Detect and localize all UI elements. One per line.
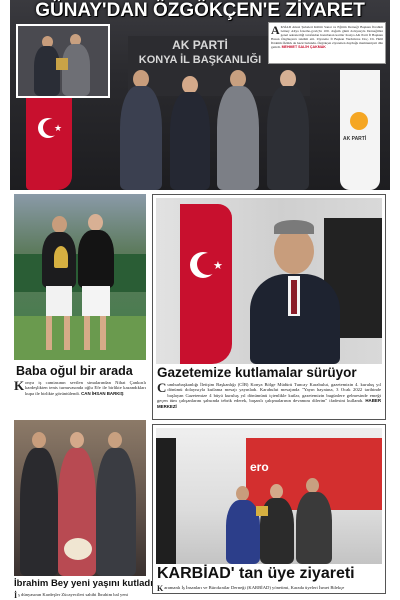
top-story-byline: MEHMET SALİH ÇAKMAK (281, 45, 326, 49)
story-father-son (14, 194, 146, 410)
father-son-headline: Baba oğul bir arada (16, 364, 133, 378)
story-congrats (152, 194, 386, 420)
dropcap: K (157, 584, 164, 593)
party-flag-text: AK PARTİ (343, 136, 367, 142)
top-story-headline: GÜNAY'DAN ÖZGÖKÇEN'E ZİYARET (35, 0, 365, 21)
story-birthday (14, 420, 153, 600)
birthday-photo (14, 420, 146, 576)
banner-line-1: AK PARTİ (172, 38, 228, 52)
congrats-body: umhurbaşkanlığı İletişim Başkanlığı (CİB) Konya Bölge Müdürü Tuncay Karabulut, gazetemizin 4. kuruluş yıl dönümü dolayısıyla kutlama mesajı yayınladı. Karabulut mesajında "Yayın hayatına, 3 Ocak 2022 tarihinde başlayan Gazetemize 4 büyü kuruluş yıl dönümünü içtenlikle kutlar, gazetemizin bugünlere gelmesinde emeği geçen tüm çalışanlarını şahsında tebrik ederek, başarılı çalışmalarının devamını dilerim" ifadesini kullandı. (157, 382, 381, 404)
party-flag-icon (340, 70, 380, 190)
karbiad-headline: KARBİAD' tan üye ziyareti (157, 565, 355, 582)
karbiad-photo: ero (156, 428, 382, 564)
dropcap: İ (14, 591, 18, 600)
tennis-photo (14, 194, 146, 360)
birthday-headline: İbrahim Bey yeni yaşını kutladı (14, 578, 153, 589)
cake-icon (64, 538, 92, 560)
congrats-headline: Gazetemize kutlamalar sürüyor (157, 365, 357, 380)
karbiad-body: aramanlı İş İnsanları ve Bürokratlar Derneği (KARBİAD) yönetimi, Karada üyeleri İsmet Bilekçe (164, 585, 345, 590)
banner-line-2: KONYA İL BAŞKANLIĞI (138, 54, 262, 66)
congrats-photo (156, 198, 382, 364)
turkish-flag-icon: ★ (180, 204, 232, 364)
dropcap: A (271, 23, 280, 37)
father-son-body: onya iş camiasının sevilen simalarından Nihat Çankırılı kardeşlikten tenis turnuvasında oğlu Efe ile birlikte kazandıkları kupa ile birlikte görüntülendi. (25, 380, 146, 396)
birthday-body: ş dünyasının Kardeşler Zücayecileri sahibi İbrahim bal yeni (18, 592, 128, 597)
top-story-body: KSİAD Ailesi Şubeleri Kültür Sanat ve Eğitim Derneği Başkanı İbrahim Günay Aliya İzzetbe-goviç'in 100. doğum günü dolayısıyla Derneğimiz genel sekreterliği tarafından hazırlanan kartlar Konya AK Parti İl Başkanı Hasan Özgökçen'e takdim etti. Ziyarette İl Başkan Yardımcısı Doç. Dr. Halil İbrahim Öztürk de hazır bulundu. Özgökçen ziyaretten duyduğu memnuniyeti dile getirdi. (271, 25, 383, 49)
turkish-flag-icon: ★ (26, 92, 72, 190)
dropcap: C (157, 380, 167, 395)
congrats-byline: HABER MERKEZİ (157, 398, 381, 409)
top-story-textbox (268, 22, 386, 64)
inset-photo (16, 24, 110, 98)
dropcap: K (14, 378, 25, 393)
father-son-byline: CAN İHSAN BARKIŞ (81, 390, 124, 396)
top-story (10, 0, 390, 190)
story-karbiad (152, 424, 386, 594)
trophy-icon (54, 246, 68, 268)
